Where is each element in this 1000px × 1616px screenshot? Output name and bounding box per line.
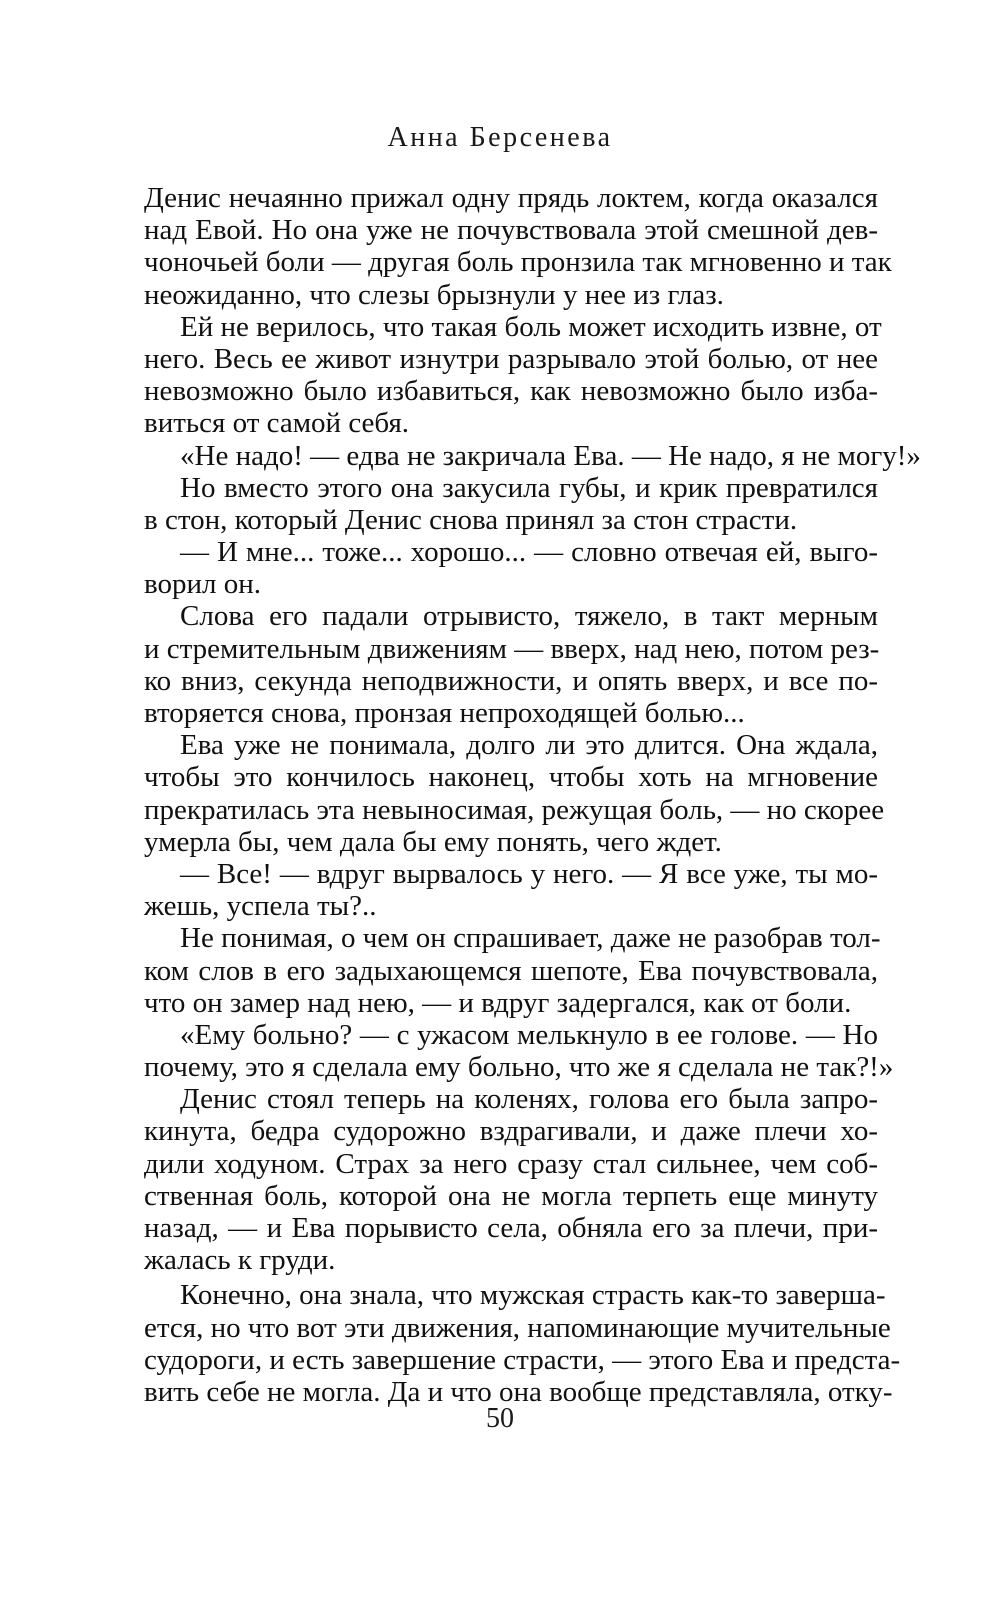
text-line: над Евой. Но она уже не почувствовала этой смешной дев- (144, 214, 878, 247)
running-head-author: Анна Берсенева (387, 122, 613, 153)
text-line: Ева уже не понимала, долго ли это длится. Она ждала, (180, 729, 878, 762)
text-line: прекратилась эта невыносимая, режущая боль, — но скорее (144, 793, 885, 826)
paragraph (144, 439, 921, 472)
text-line: почему, это я сделала ему больно, что же я сделала не так?!» (144, 1051, 894, 1084)
text-line: «Не надо! — едва не закричала Ева. — Не надо, я не могу!» (180, 439, 921, 472)
text-line: ется, но что вот эти движения, напоминающие мучительные (144, 1311, 891, 1344)
text-line: Но вместо этого она закусила губы, и крик превратился (180, 471, 878, 504)
text-line: Денис стоял теперь на коленях, голова его была запро- (180, 1083, 878, 1116)
text-line: Денис нечаянно прижал одну прядь локтем, когда оказался (144, 182, 878, 214)
body-text (144, 182, 921, 1408)
text-line: ственная боль, которой она не могла терпеть еще минуту (144, 1179, 878, 1212)
text-line: и стремительным движениям — вверх, над нею, потом рез- (144, 632, 880, 665)
paragraph (144, 182, 892, 311)
paragraph (144, 858, 878, 922)
text-line: виться от самой себя. (144, 407, 410, 440)
text-line: «Ему больно? — с ужасом мелькнуло в ее голове. — Но (180, 1018, 878, 1051)
text-line: вторяется снова, пронзая непроходящей болью... (144, 697, 745, 729)
paragraph (144, 600, 878, 729)
text-line: что он замер над нею, — и вдруг задергался, как от боли. (144, 986, 852, 1019)
text-line: дили ходуном. Страх за него сразу стал сильнее, чем соб- (144, 1147, 878, 1180)
text-line: Слова его падали отрывисто, тяжело, в такт мерным (180, 600, 878, 633)
text-line: Конечно, она знала, что мужская страсть как-то заверша- (180, 1279, 886, 1312)
paragraph (144, 729, 885, 858)
text-line: жешь, успела ты?.. (144, 890, 377, 923)
paragraph (144, 536, 878, 600)
text-line: жалась к груди. (144, 1244, 336, 1277)
text-line: умерла бы, чем дала бы ему понять, чего ждет. (144, 825, 722, 858)
text-line: — Все! — вдруг вырвалось у него. — Я все уже, ты мо- (180, 857, 878, 890)
page-number: 50 (486, 1403, 514, 1434)
text-line: назад, — и Ева порывисто села, обняла его за плечи, при- (144, 1212, 878, 1244)
text-line: кинута, бедра судорожно вздрагивали, и даже плечи хо- (144, 1115, 878, 1148)
text-line: невозможно было избавиться, как невозможно было изба- (144, 375, 878, 408)
text-line: в стон, который Денис снова принял за стон страсти. (144, 503, 798, 536)
text-line: чоночьей боли — другая боль пронзила так мгновенно и так (144, 246, 892, 279)
text-line: неожиданно, что слезы брызнули у нее из глаз. (144, 278, 724, 311)
text-line: — И мне... тоже... хорошо... — словно отвечая ей, выго- (180, 536, 878, 569)
paragraph (144, 472, 878, 536)
text-line: ворил он. (144, 568, 262, 601)
paragraph (144, 1083, 878, 1276)
paragraph (144, 1018, 894, 1084)
text-line: Не понимая, о чем он спрашивает, даже не разобрав тол- (180, 922, 881, 955)
text-line: чтобы это кончилось наконец, чтобы хоть на мгновение (144, 761, 878, 794)
text-line: ком слов в его задыхающемся шепоте, Ева почувствовала, (144, 954, 878, 987)
paragraph (144, 922, 881, 1019)
text-line: него. Весь ее живот изнутри разрывало этой болью, от нее (144, 342, 878, 375)
text-line: ко вниз, секунда неподвижности, и опять вверх, и все по- (144, 664, 878, 697)
paragraph (144, 310, 882, 440)
paragraph (144, 1279, 901, 1408)
text-line: Ей не верилось, что такая боль может исходить извне, от (180, 310, 882, 343)
text-line: вить себе не могла. Да и что она вообще представляла, отку- (144, 1375, 893, 1408)
text-line: судороги, и есть завершение страсти, — этого Ева и предста- (144, 1343, 901, 1376)
